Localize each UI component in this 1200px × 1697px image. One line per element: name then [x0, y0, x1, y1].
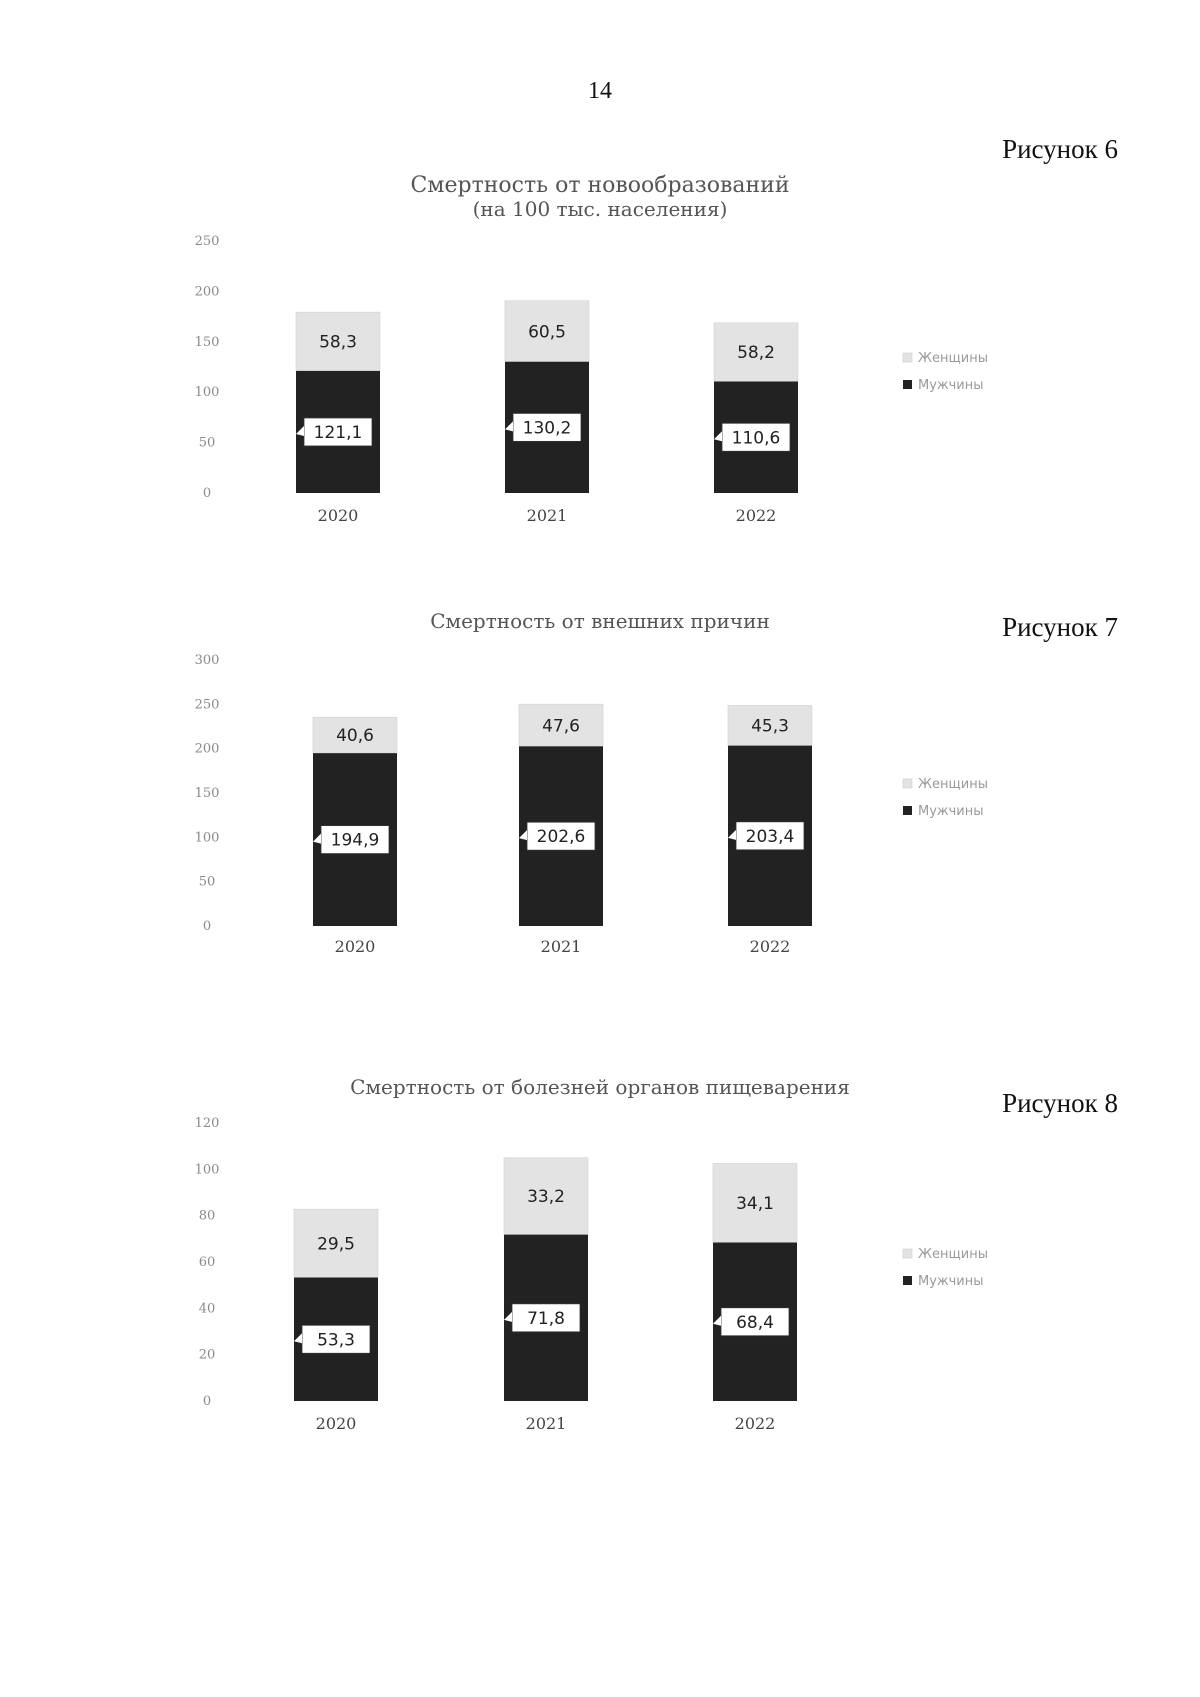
y-tick-label: 0 [202, 486, 212, 501]
chart-title: Смертность от новообразований [410, 173, 790, 198]
data-label-men: 121,1 [313, 422, 363, 443]
legend-label-men: Мужчины [918, 1274, 984, 1289]
legend-label-women: Женщины [918, 777, 988, 792]
data-label-women: 33,2 [527, 1187, 565, 1208]
data-label-women: 58,3 [319, 332, 357, 353]
y-tick-label: 20 [198, 1347, 216, 1363]
legend-swatch-men [903, 806, 912, 815]
y-tick-label: 0 [202, 1394, 212, 1409]
y-tick-label: 250 [194, 697, 220, 713]
legend-swatch-men [903, 380, 912, 389]
legend-label-men: Мужчины [918, 378, 984, 393]
data-label-women: 34,1 [736, 1194, 774, 1215]
data-label-men: 203,4 [745, 826, 795, 847]
x-tick-label: 2022 [749, 937, 791, 956]
data-label-women: 45,3 [751, 716, 789, 737]
data-label-women: 40,6 [336, 726, 374, 747]
chart-title: Смертность от внешних причин [430, 609, 770, 633]
y-tick-label: 60 [198, 1255, 216, 1270]
legend-swatch-women [903, 1249, 912, 1258]
legend-label-women: Женщины [918, 351, 988, 366]
data-label-men: 68,4 [736, 1312, 774, 1333]
data-label-women: 29,5 [317, 1234, 355, 1255]
legend-label-men: Мужчины [918, 804, 984, 819]
y-tick-label: 150 [194, 786, 220, 801]
x-tick-label: 2021 [540, 937, 582, 956]
y-tick-label: 50 [198, 435, 216, 451]
y-tick-label: 250 [194, 234, 220, 249]
y-tick-label: 0 [202, 919, 212, 934]
x-tick-label: 2020 [317, 506, 359, 525]
y-tick-label: 50 [198, 874, 216, 890]
x-tick-label: 2021 [525, 1414, 567, 1433]
y-tick-label: 100 [194, 1162, 220, 1178]
x-tick-label: 2021 [526, 506, 568, 525]
x-tick-label: 2020 [334, 937, 376, 956]
x-tick-label: 2020 [315, 1414, 357, 1433]
data-label-women: 58,2 [737, 343, 775, 364]
y-tick-label: 200 [194, 741, 220, 757]
data-label-men: 130,2 [522, 418, 572, 439]
figure-label-8: Рисунок 8 [1002, 1088, 1118, 1118]
legend-swatch-men [903, 1276, 912, 1285]
legend-label-women: Женщины [918, 1247, 988, 1262]
figure-label-7: Рисунок 7 [1002, 612, 1118, 642]
y-tick-label: 100 [194, 830, 220, 846]
data-label-women: 60,5 [528, 322, 566, 343]
y-tick-label: 300 [194, 653, 220, 668]
chart-title: Смертность от болезней органов пищеварения [350, 1075, 850, 1099]
chart-subtitle: (на 100 тыс. населения) [472, 197, 728, 221]
y-tick-label: 200 [194, 284, 220, 300]
y-tick-label: 120 [194, 1116, 220, 1131]
data-label-men: 71,8 [527, 1308, 565, 1329]
y-tick-label: 100 [194, 385, 220, 401]
data-label-men: 53,3 [317, 1330, 355, 1351]
data-label-men: 202,6 [536, 827, 586, 848]
data-label-women: 47,6 [542, 716, 580, 737]
x-tick-label: 2022 [735, 506, 777, 525]
y-tick-label: 150 [194, 334, 220, 350]
data-label-men: 110,6 [731, 428, 781, 449]
y-tick-label: 80 [198, 1208, 216, 1224]
chart-neoplasms [0, 170, 1200, 570]
legend-swatch-women [903, 353, 912, 362]
page-number: 14 [588, 78, 612, 104]
figure-label-6: Рисунок 6 [1002, 134, 1118, 164]
data-label-men: 194,9 [330, 830, 380, 851]
legend-swatch-women [903, 779, 912, 788]
x-tick-label: 2022 [734, 1414, 776, 1433]
y-tick-label: 40 [198, 1301, 216, 1317]
